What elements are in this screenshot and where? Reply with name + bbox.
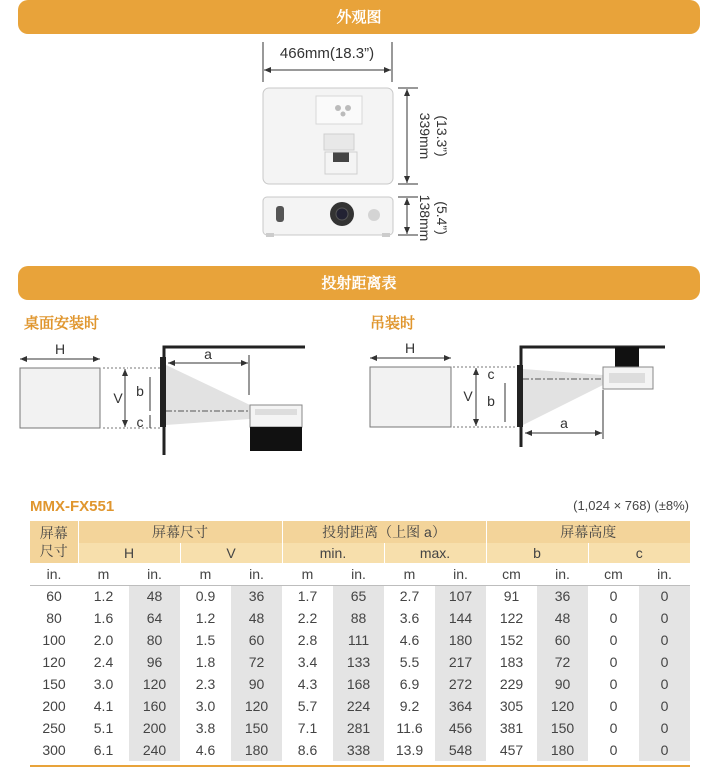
table-cell: 1.7 <box>297 588 318 605</box>
table-cell: 224 <box>333 695 384 717</box>
ceiling-mount-diagram <box>345 335 705 460</box>
table-cell: 91 <box>503 588 520 605</box>
subheader-h: H <box>78 543 180 563</box>
table-row <box>30 607 690 629</box>
table-cell: 122 <box>499 610 524 626</box>
desktop-a-label: a <box>204 346 212 362</box>
subheader-min: min. <box>282 543 384 563</box>
table-cell: 7.1 <box>297 720 318 736</box>
unit-cell: m <box>384 563 435 585</box>
unit-row <box>30 563 690 585</box>
unit-cell: cm <box>588 563 639 585</box>
table-cell: 0 <box>609 632 618 648</box>
unit-cell: in. <box>639 563 690 585</box>
table-cell: 120 <box>231 695 282 717</box>
desktop-h-label: H <box>54 341 66 357</box>
table-cell: 4.6 <box>195 742 216 758</box>
screen-height-header: 屏幕高度 <box>486 521 690 543</box>
unit-cell: in. <box>537 563 588 585</box>
subheader-v: V <box>180 543 282 563</box>
depth-mm-label: 339mm <box>417 112 433 160</box>
appearance-section-header: 外观图 <box>18 0 700 34</box>
table-cell: 168 <box>333 673 384 695</box>
unit-cell: m <box>282 563 333 585</box>
screen-size-header-line1: 屏幕 <box>39 525 68 541</box>
ceiling-b-label: b <box>487 393 495 409</box>
table-cell: 2.3 <box>195 676 216 692</box>
desktop-v-label: V <box>113 390 123 406</box>
table-cell: 60 <box>537 629 588 651</box>
resolution-note: (1,024 × 768) (±8%) <box>573 498 689 513</box>
table-cell: 107 <box>435 585 486 607</box>
table-cell: 152 <box>499 632 524 648</box>
table-cell: 2.0 <box>93 632 114 648</box>
table-cell: 36 <box>231 585 282 607</box>
table-cell: 0 <box>609 610 618 626</box>
table-row <box>30 739 690 761</box>
table-cell: 48 <box>537 607 588 629</box>
table-cell: 8.6 <box>297 742 318 758</box>
unit-cell: in. <box>30 563 78 585</box>
screen-size-header-line2: 尺寸 <box>39 543 68 559</box>
table-cell: 200 <box>129 717 180 739</box>
projector-dimension-drawing <box>0 34 705 264</box>
table-cell: 90 <box>231 673 282 695</box>
table-cell: 120 <box>129 673 180 695</box>
table-cell: 180 <box>537 739 588 761</box>
table-cell: 5.7 <box>297 698 318 714</box>
table-cell: 2.2 <box>297 610 318 626</box>
table-cell: 456 <box>435 717 486 739</box>
table-cell: 0 <box>639 629 690 651</box>
table-cell: 0 <box>609 742 618 758</box>
table-cell: 150 <box>537 717 588 739</box>
desktop-mount-diagram <box>0 335 345 460</box>
table-cell: 72 <box>231 651 282 673</box>
table-cell: 0 <box>609 720 618 736</box>
table-cell: 0 <box>639 673 690 695</box>
table-cell: 305 <box>499 698 524 714</box>
subheader-b: b <box>486 543 588 563</box>
table-cell: 2.4 <box>93 654 114 670</box>
table-cell: 1.2 <box>195 610 216 626</box>
unit-cell: in. <box>231 563 282 585</box>
desktop-c-label: c <box>136 414 144 430</box>
table-cell: 5.5 <box>399 654 420 670</box>
table-cell: 3.4 <box>297 654 318 670</box>
table-cell: 111 <box>333 629 384 651</box>
table-cell: 338 <box>333 739 384 761</box>
throw-distance-table <box>30 521 690 761</box>
table-cell: 160 <box>129 695 180 717</box>
screen-size-cell: 80 <box>46 610 62 626</box>
table-cell: 6.9 <box>399 676 420 692</box>
table-cell: 3.6 <box>399 610 420 626</box>
table-cell: 64 <box>129 607 180 629</box>
table-cell: 0.9 <box>195 588 216 605</box>
screen-size-cell: 60 <box>46 588 62 605</box>
table-cell: 2.7 <box>399 588 420 605</box>
table-row <box>30 695 690 717</box>
table-cell: 0 <box>639 607 690 629</box>
table-cell: 1.2 <box>93 588 114 605</box>
table-cell: 0 <box>609 588 618 605</box>
table-cell: 4.1 <box>93 698 114 714</box>
height-in-label: (5.4”) <box>434 201 450 235</box>
table-cell: 3.8 <box>195 720 216 736</box>
table-cell: 0 <box>639 717 690 739</box>
depth-in-label: (13.3”) <box>434 115 450 157</box>
table-row <box>30 651 690 673</box>
ceiling-v-label: V <box>463 388 473 404</box>
table-cell: 548 <box>435 739 486 761</box>
table-cell: 281 <box>333 717 384 739</box>
table-cell: 90 <box>537 673 588 695</box>
unit-cell: in. <box>129 563 180 585</box>
unit-cell: in. <box>435 563 486 585</box>
subheader-c: c <box>588 543 690 563</box>
table-row <box>30 673 690 695</box>
table-cell: 4.3 <box>297 676 318 692</box>
screen-size-cell: 200 <box>42 698 66 714</box>
table-cell: 11.6 <box>396 720 423 736</box>
ceiling-a-label: a <box>560 415 568 431</box>
table-cell: 144 <box>435 607 486 629</box>
throw-distance-header: 投射距离（上图 a） <box>282 521 486 543</box>
table-cell: 217 <box>435 651 486 673</box>
desktop-mount-title: 桌面安装时 <box>24 314 100 332</box>
table-cell: 364 <box>435 695 486 717</box>
screen-dimension-header: 屏幕尺寸 <box>78 521 282 543</box>
screen-size-cell: 100 <box>42 632 66 648</box>
table-cell: 65 <box>333 585 384 607</box>
unit-cell: m <box>180 563 231 585</box>
table-cell: 229 <box>499 676 524 692</box>
screen-size-cell: 300 <box>42 742 66 758</box>
table-cell: 240 <box>129 739 180 761</box>
table-cell: 1.6 <box>93 610 114 626</box>
table-cell: 0 <box>639 695 690 717</box>
table-cell: 150 <box>231 717 282 739</box>
unit-cell: m <box>78 563 129 585</box>
width-dimension-label: 466mm(18.3”) <box>279 45 375 62</box>
table-cell: 457 <box>499 742 524 758</box>
screen-size-cell: 120 <box>42 654 66 670</box>
table-cell: 48 <box>129 585 180 607</box>
subheader-max: max. <box>384 543 486 563</box>
table-row <box>30 585 690 607</box>
screen-size-header <box>30 521 78 563</box>
table-cell: 2.8 <box>297 632 318 648</box>
table-cell: 5.1 <box>93 720 114 736</box>
table-cell: 80 <box>129 629 180 651</box>
table-cell: 180 <box>435 629 486 651</box>
table-cell: 48 <box>231 607 282 629</box>
table-cell: 9.2 <box>399 698 420 714</box>
screen-size-cell: 150 <box>42 676 66 692</box>
table-cell: 183 <box>499 654 524 670</box>
ceiling-h-label: H <box>404 340 416 356</box>
table-cell: 3.0 <box>195 698 216 714</box>
table-cell: 0 <box>609 698 618 714</box>
table-cell: 0 <box>639 651 690 673</box>
table-cell: 72 <box>537 651 588 673</box>
table-cell: 88 <box>333 607 384 629</box>
table-cell: 13.9 <box>395 742 424 758</box>
table-cell: 133 <box>333 651 384 673</box>
table-cell: 36 <box>537 585 588 607</box>
table-row <box>30 629 690 651</box>
table-cell: 3.0 <box>93 676 114 692</box>
desktop-b-label: b <box>136 383 144 399</box>
table-row <box>30 717 690 739</box>
table-cell: 272 <box>435 673 486 695</box>
model-name: MMX-FX551 <box>30 498 115 515</box>
ceiling-mount-title: 吊装时 <box>370 314 416 332</box>
table-cell: 381 <box>499 720 524 736</box>
table-cell: 1.8 <box>195 654 216 670</box>
table-cell: 120 <box>537 695 588 717</box>
screen-size-cell: 250 <box>42 720 66 736</box>
table-cell: 0 <box>639 739 690 761</box>
throw-table-section-header: 投射距离表 <box>18 266 700 300</box>
height-mm-label: 138mm <box>417 194 433 242</box>
table-cell: 180 <box>231 739 282 761</box>
table-cell: 1.5 <box>195 632 216 648</box>
table-cell: 0 <box>609 676 618 692</box>
unit-cell: cm <box>486 563 537 585</box>
ceiling-c-label: c <box>487 366 495 382</box>
unit-cell: in. <box>333 563 384 585</box>
table-cell: 96 <box>129 651 180 673</box>
table-cell: 60 <box>231 629 282 651</box>
table-cell: 0 <box>639 585 690 607</box>
table-cell: 0 <box>609 654 618 670</box>
table-cell: 6.1 <box>93 742 114 758</box>
table-cell: 4.6 <box>399 632 420 648</box>
